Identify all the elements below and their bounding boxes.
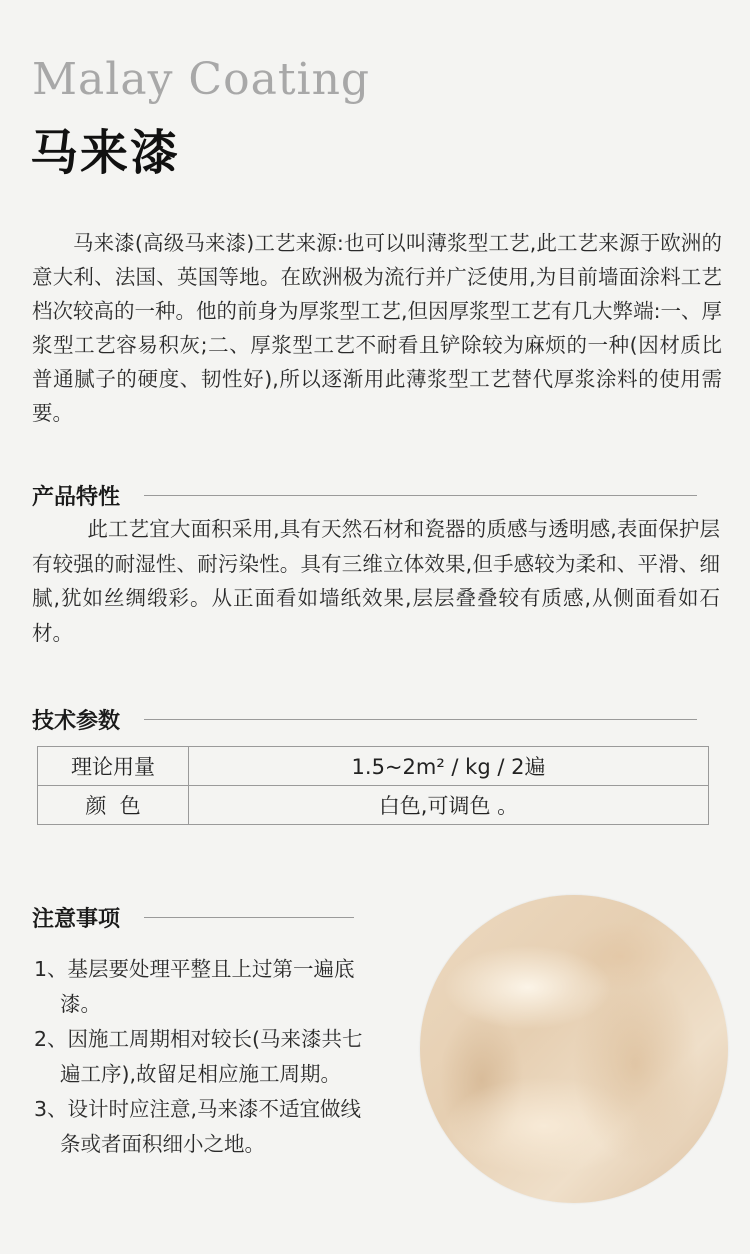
list-item: 3、设计时应注意,马来漆不适宜做线条或者面积细小之地。: [34, 1097, 362, 1156]
features-divider: [144, 495, 697, 496]
features-paragraph: 此工艺宜大面积采用,具有天然石材和瓷器的质感与透明感,表面保护层有较强的耐湿性、耐污染性。具有三维立体效果,但手感较为柔和、平滑、细腻,犹如丝绸缎彩。从正面看如墙纸效果,层层叠叠较有质感,从侧面看如石材。: [32, 517, 720, 645]
notes-list: [34, 952, 374, 1162]
notes-heading: 注意事项: [32, 907, 121, 932]
title-english: Malay Coating: [32, 54, 371, 105]
list-item: 1、基层要处理平整且上过第一遍底漆。: [34, 957, 355, 1016]
param-value: 白色,可调色 。: [189, 786, 709, 825]
params-table: [37, 746, 709, 825]
param-key: 理论用量: [38, 747, 189, 786]
marble-texture-swatch: [420, 895, 728, 1203]
params-heading: 技术参数: [32, 709, 121, 734]
table-row: [38, 786, 709, 825]
param-value: 1.5~2m² / kg / 2遍: [189, 747, 709, 786]
notes-section-header: [32, 902, 354, 933]
notes-divider: [144, 917, 354, 918]
params-section-header: [32, 704, 697, 735]
param-key: 颜 色: [38, 786, 189, 825]
table-row: [38, 747, 709, 786]
intro-paragraph: 马来漆(高级马来漆)工艺来源:也可以叫薄浆型工艺,此工艺来源于欧洲的意大利、法国、英国等地。在欧洲极为流行并广泛使用,为目前墙面涂料工艺档次较高的一种。他的前身为厚浆型工艺,但因厚浆型工艺有几大弊端:一、厚浆型工艺容易积灰;二、厚浆型工艺不耐看且铲除较为麻烦的一种(因材质比普通腻子的硬度、韧性好),所以逐渐用此薄浆型工艺替代厚浆涂料的使用需要。: [32, 231, 722, 425]
list-item: 2、因施工周期相对较长(马来漆共七遍工序),故留足相应施工周期。: [34, 1027, 363, 1086]
features-section-header: [32, 480, 697, 511]
features-heading: 产品特性: [32, 485, 121, 510]
title-chinese: 马来漆: [30, 125, 181, 181]
params-divider: [144, 719, 697, 720]
